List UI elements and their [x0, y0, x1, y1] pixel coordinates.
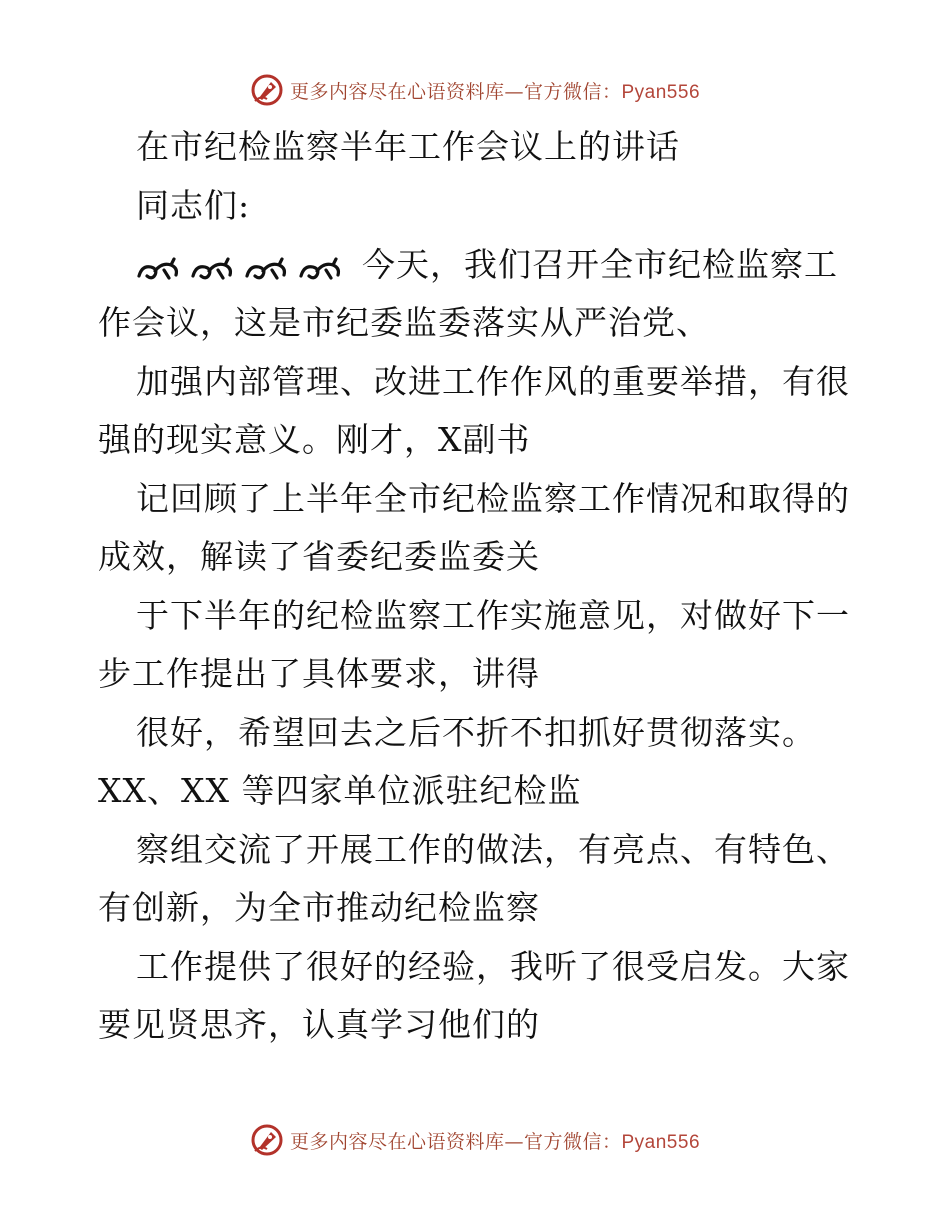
banner-chinese-text: 更多内容尽在心语资料库—官方微信： — [289, 80, 622, 103]
paragraph-line — [136, 245, 838, 287]
banner-chinese-text: 更多内容尽在心语资料库—官方微信： — [289, 1130, 622, 1153]
paragraph-line: 作会议，这是市纪委监委落实从严治党、 — [98, 303, 710, 342]
fleuron-ornament-icon — [244, 256, 288, 282]
paragraph-line: 步工作提出了具体要求，讲得 — [98, 654, 540, 693]
paragraph-line: XX、XX 等四家单位派驻纪检监 — [98, 771, 582, 810]
fleuron-ornament-icon — [298, 256, 342, 282]
paragraph-line: 加强内部管理、改进工作作风的重要举措，有很 — [136, 362, 850, 401]
banner-wechat-id: Pyan556 — [621, 1131, 701, 1153]
paragraph-line: 记回顾了上半年全市纪检监察工作情况和取得的 — [136, 479, 850, 518]
paragraph-line: 于下半年的纪检监察工作实施意见，对做好下一 — [136, 596, 850, 635]
banner-text — [290, 77, 700, 104]
paragraph-line: 成效，解读了省委纪委监委关 — [98, 537, 540, 576]
pen-nib-logo-icon — [250, 73, 284, 107]
paragraph-line: 工作提供了很好的经验，我听了很受启发。大家 — [136, 947, 850, 986]
pen-nib-logo-icon — [250, 1123, 284, 1157]
ornament-group — [136, 247, 352, 287]
banner-wechat-id: Pyan556 — [621, 81, 701, 103]
fleuron-ornament-icon — [136, 256, 180, 282]
banner-text — [290, 1127, 700, 1154]
paragraph-line: 有创新，为全市推动纪检监察 — [98, 888, 540, 927]
paragraph-text: 今天，我们召开全市纪检监察工 — [362, 245, 838, 284]
paragraph-line: 强的现实意义。刚才，X副书 — [98, 420, 531, 459]
footer-banner — [0, 1120, 950, 1160]
paragraph-line: 很好，希望回去之后不折不扣抓好贯彻落实。 — [136, 713, 816, 752]
header-banner — [0, 70, 950, 110]
document-title: 在市纪检监察半年工作会议上的讲话 — [136, 127, 680, 166]
paragraph-line: 要见贤思齐，认真学习他们的 — [98, 1005, 540, 1044]
salutation: 同志们: — [136, 186, 251, 225]
paragraph-line: 察组交流了开展工作的做法，有亮点、有特色、 — [136, 830, 850, 869]
fleuron-ornament-icon — [190, 256, 234, 282]
